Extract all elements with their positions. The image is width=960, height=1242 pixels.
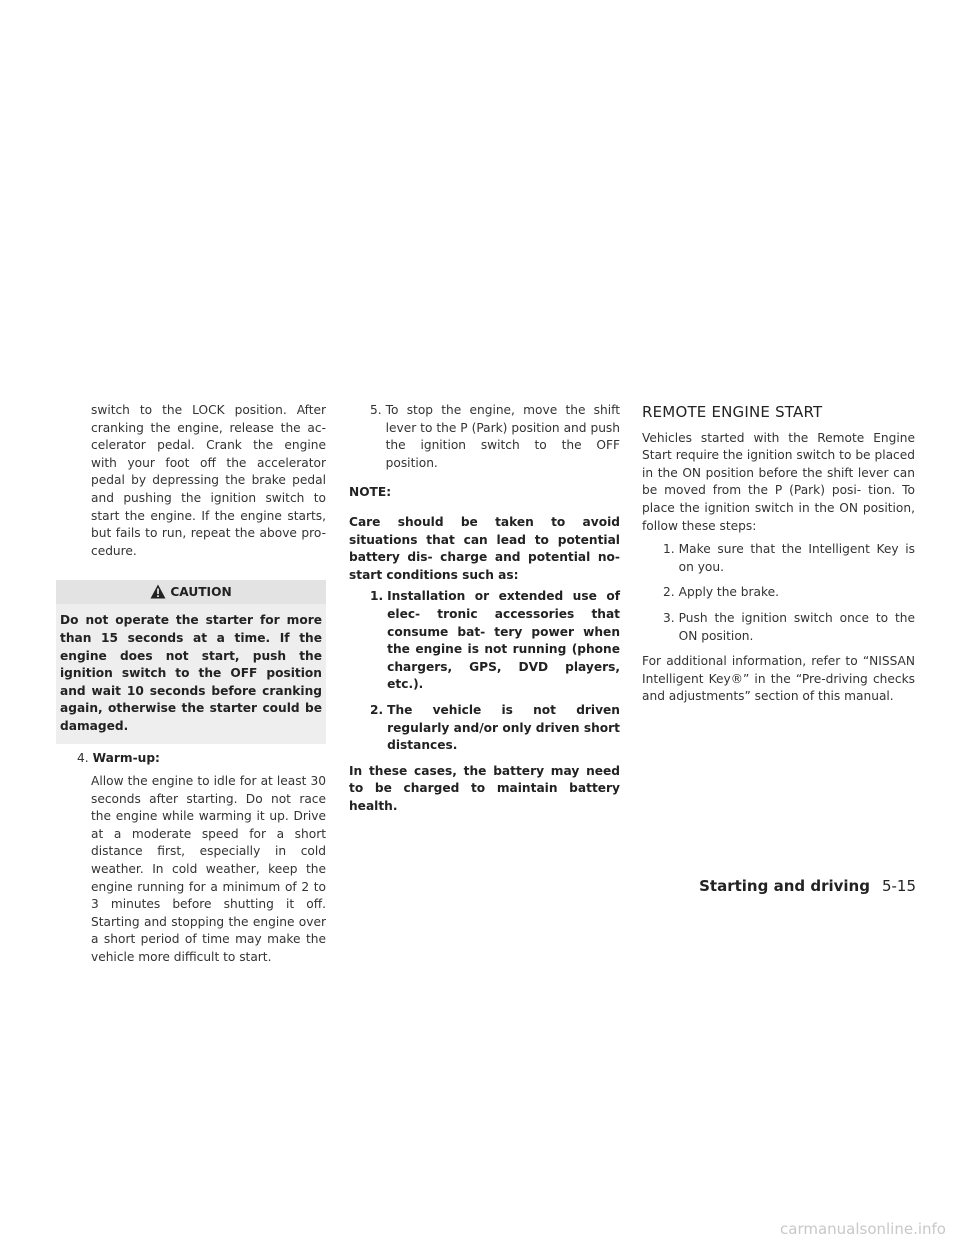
engine-start-continuation-text: switch to the LOCK position. After cranking the engine, release the ac- celerator pedal. Crank the engine with your foot off the accelerator pedal by depressing the brake pedal and pushing the ignition switch to start the engine. If the engine starts, but fails to run, repeat the above pro- cedure. [91, 403, 326, 558]
remote-step-2-text: Apply the brake. [678, 585, 780, 600]
page-footer [699, 877, 916, 895]
note-item-1 [370, 588, 620, 694]
caution-text: Do not operate the starter for more than 15 seconds at a time. If the engine does not start, push the ignition switch to the OFF position and wait 10 seconds before cranking again, otherwise the starter could be damaged. [56, 604, 326, 743]
note-item-1-text: Installation or extended use of elec- tronic accessories that consume bat- tery power when the engine is not running (phone chargers, GPS, DVD players, etc.). [387, 589, 620, 692]
note-item-2-text: The vehicle is not driven regularly and/or only driven short distances. [387, 702, 620, 753]
footer-section-title: Starting and driving [699, 877, 870, 895]
step-4-title: Warm-up: [92, 750, 160, 765]
remote-step-2-number: 2. [663, 585, 675, 600]
remote-start-outro: For additional information, refer to “NISSAN Intelligent Key®” in the “Pre-driving checks and adjustments” section of this manual. [642, 654, 915, 704]
remote-step-1-text: Make sure that the Intelligent Key is on you. [678, 542, 915, 574]
remote-step-1-number: 1. [663, 542, 675, 557]
note-list [349, 588, 620, 754]
remote-step-3-number: 3. [663, 610, 675, 625]
section-heading: REMOTE ENGINE START [642, 403, 823, 421]
note-label: NOTE: [349, 485, 392, 500]
remote-step-1 [663, 541, 915, 576]
remote-step-3 [663, 610, 915, 645]
step-5 [349, 402, 620, 472]
remote-start-steps [642, 541, 915, 645]
step-4-text: Allow the engine to idle for at least 30 seconds after starting. Do not race the engine while warming it up. Drive at a moderate speed for a short distance first, especially in cold weather. In cold weather, keep the engine running for a minimum of 2 to 3 minutes before shutting it off. Starting and stopping the engine over a short period of time may make the vehicle more difficult to start. [91, 774, 326, 965]
remote-step-2 [663, 584, 915, 602]
step-5-text: To stop the engine, move the shift lever to the P (Park) position and push the ignition switch to the OFF position. [385, 403, 620, 470]
right-column [642, 402, 915, 718]
middle-column [349, 402, 620, 827]
step-4-number: 4. [77, 750, 89, 765]
watermark: carmanualsonline.info [780, 1220, 946, 1238]
left-column [56, 402, 326, 979]
step-5-number: 5. [370, 403, 382, 417]
remote-step-3-text: Push the ignition switch once to the ON position. [678, 610, 915, 643]
note-intro: Care should be taken to avoid situations that can lead to potential battery dis- charge and potential no-start conditions such as: [349, 514, 620, 582]
page-number: 5-15 [881, 877, 916, 895]
note-item-1-number: 1. [370, 589, 384, 604]
note-item-2-number: 2. [370, 702, 384, 717]
note-item-2 [370, 702, 620, 755]
warning-triangle-icon [150, 583, 166, 607]
caution-label: CAUTION [170, 585, 232, 600]
caution-header [56, 580, 326, 604]
note-outro: In these cases, the battery may need to be charged to maintain battery health. [349, 763, 620, 813]
step-4 [56, 750, 326, 768]
remote-start-intro: Vehicles started with the Remote Engine Start require the ignition switch to be placed in the ON position before the shift lever can be moved from the P (Park) posi- tion. To place the ignition switch in the ON position, follow these steps: [642, 430, 915, 533]
